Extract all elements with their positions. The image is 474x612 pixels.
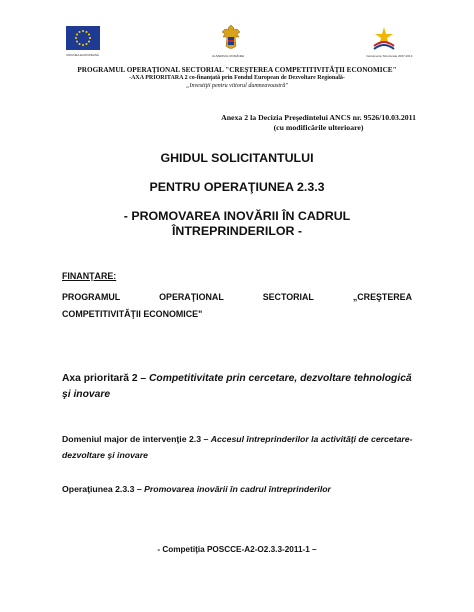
financing-word-4: „CREŞTEREA bbox=[352, 292, 412, 302]
logo-bar bbox=[0, 22, 474, 66]
romania-coat-of-arms-icon bbox=[219, 24, 243, 52]
struct-logo-caption: Instrumente Structurale 2007-2013 bbox=[366, 54, 413, 58]
guide-title: GHIDUL SOLICITANTULUI bbox=[160, 151, 314, 165]
domain-label: Domeniul major de intervenţie 2.3 – bbox=[62, 434, 211, 444]
guide-subject-title bbox=[0, 209, 474, 239]
program-header bbox=[40, 66, 434, 90]
guide-operation-title: PENTRU OPERAŢIUNEA 2.3.3 bbox=[149, 180, 325, 194]
structural-instruments-logo bbox=[370, 24, 398, 52]
major-intervention-domain bbox=[62, 431, 414, 463]
eu-logo-caption: UNIUNEA EUROPEANĂ bbox=[66, 53, 100, 57]
financing-program-line2: COMPETITIVITĂŢII ECONOMICE" bbox=[62, 309, 203, 319]
guide-subject-line1: - PROMOVAREA INOVĂRII ÎN CADRUL bbox=[123, 209, 351, 223]
financing-program-line1 bbox=[62, 292, 412, 302]
eu-flag-logo bbox=[66, 26, 100, 50]
domain-text: Accesul întreprinderilor la activităţi de cercetare-dezvoltare şi inovare bbox=[62, 434, 413, 460]
priority-axis-text: Competitivitate prin cercetare, dezvoltare tehnologică şi inovare bbox=[62, 373, 412, 400]
operation-text: – Promovarea inovării în cadrul întreprinderilor bbox=[136, 484, 331, 494]
program-subtitle: -AXA PRIORITARA 2 co-finanţată prin Fondul European de Dezvoltare Regională- bbox=[129, 75, 345, 81]
financing-word-1: PROGRAMUL bbox=[62, 292, 121, 302]
operation-label: Operaţiunea 2.3.3 bbox=[62, 484, 137, 494]
gov-logo-caption: GUVERNUL ROMÂNIEI bbox=[212, 54, 245, 58]
program-motto: „Investiţii pentru viitorul dumneavoastră" bbox=[186, 83, 288, 89]
program-title: PROGRAMUL OPERAŢIONAL SECTORIAL "CREŞTEREA COMPETITIVITĂŢII ECONOMICE" bbox=[77, 66, 397, 74]
operation bbox=[62, 484, 414, 494]
financing-label: FINANŢARE: bbox=[62, 271, 117, 281]
competition-code: - Competiţia POSCCE-A2-O2.3.3-2011-1 – bbox=[157, 545, 317, 554]
priority-axis bbox=[62, 371, 412, 403]
financing-word-2: OPERAŢIONAL bbox=[159, 292, 224, 302]
annex-note bbox=[221, 113, 416, 133]
guide-subject-line2: ÎNTREPRINDERILOR - bbox=[171, 224, 303, 238]
annex-line1: Anexa 2 la Decizia Preşedintelui ANCS nr. 9526/10.03.2011 bbox=[221, 113, 416, 122]
priority-axis-label: Axa prioritară 2 – bbox=[62, 373, 149, 384]
financing-word-3: SECTORIAL bbox=[262, 292, 314, 302]
annex-line2: (cu modificările ulterioare) bbox=[273, 123, 364, 132]
